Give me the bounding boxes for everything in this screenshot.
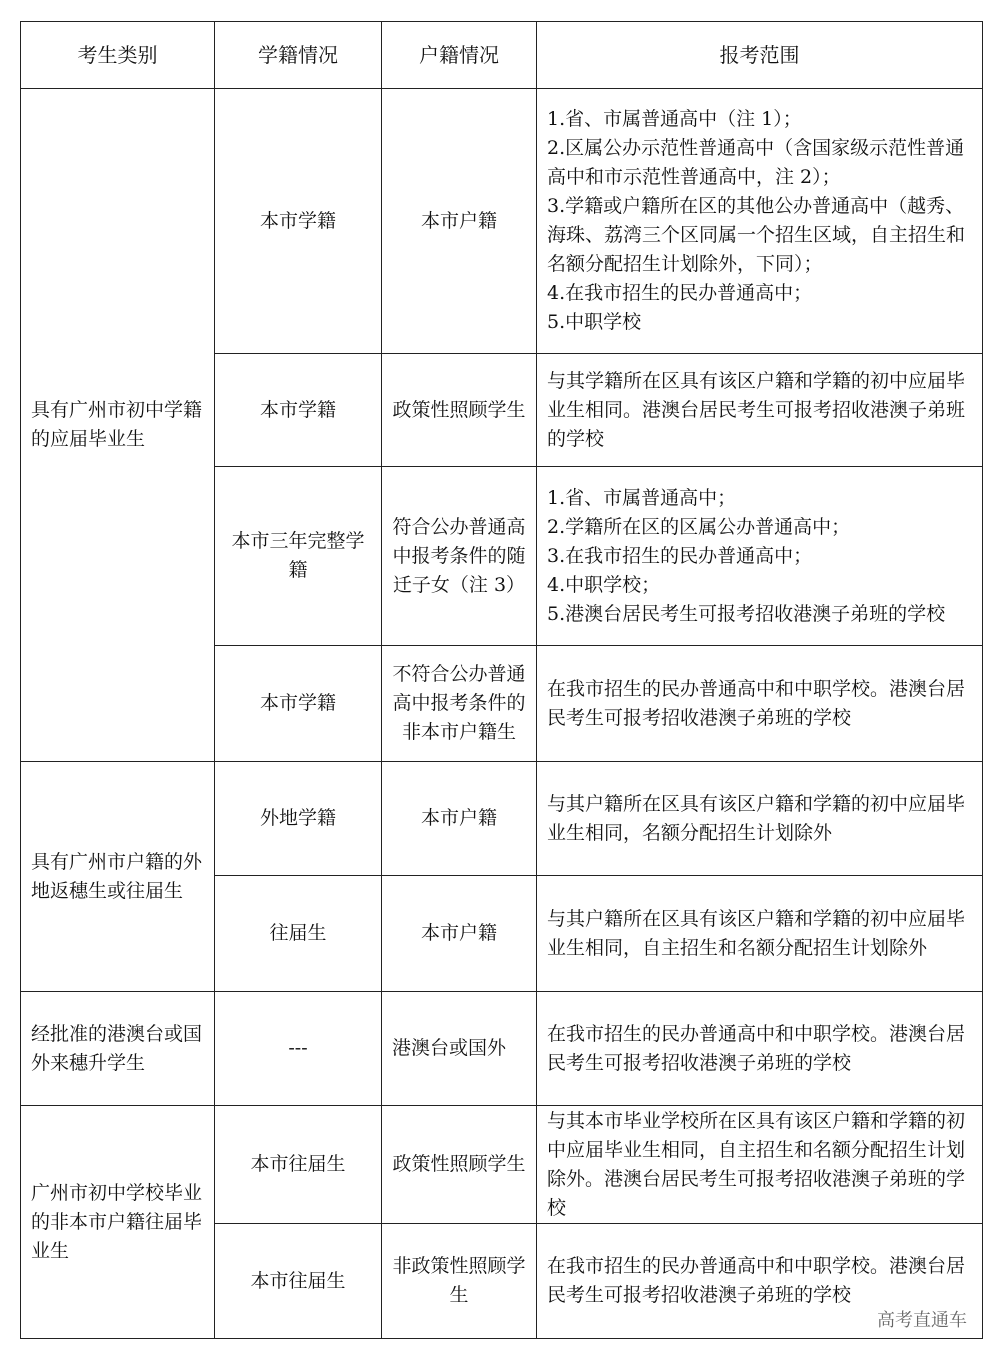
scope-item: 1.省、市属普通高中（注 1）； xyxy=(547,108,802,130)
scope-cell xyxy=(537,876,983,992)
header-school-registration: 学籍情况 xyxy=(215,22,382,89)
category-cell: 经批准的港澳台或国外来穗升学生 xyxy=(21,992,215,1106)
category-cell: 具有广州市初中学籍的应届毕业生 xyxy=(21,89,215,762)
xueji-cell: 外地学籍 xyxy=(215,762,382,876)
xueji-cell: 本市学籍 xyxy=(215,646,382,762)
scope-item: 在我市招生的民办普通高中和中职学校。港澳台居民考生可报考招收港澳子弟班的学校 xyxy=(547,677,966,729)
scope-item: 与其户籍所在区具有该区户籍和学籍的初中应届毕业生相同，自主招生和名额分配招生计划除外 xyxy=(547,907,966,959)
watermark-text: 高考直通车 xyxy=(875,1306,969,1332)
scope-cell xyxy=(537,762,983,876)
scope-item: 与其本市毕业学校所在区具有该区户籍和学籍的初中应届毕业生相同，自主招生和名额分配招生计划除外。港澳台居民考生可报考招收港澳子弟班的学校 xyxy=(547,1109,966,1219)
table-header-row xyxy=(21,22,983,89)
header-candidate-category: 考生类别 xyxy=(21,22,215,89)
scope-item: 1.省、市属普通高中； xyxy=(547,486,737,509)
table-row xyxy=(21,1106,983,1224)
scope-item: 在我市招生的民办普通高中和中职学校。港澳台居民考生可报考招收港澳子弟班的学校 xyxy=(547,1022,966,1074)
xueji-cell: 本市往届生 xyxy=(215,1224,382,1339)
header-household-registration: 户籍情况 xyxy=(382,22,537,89)
scope-cell xyxy=(537,992,983,1106)
xueji-cell: 本市学籍 xyxy=(215,354,382,467)
scope-item: 5.港澳台居民考生可报考招收港澳子弟班的学校 xyxy=(547,602,946,625)
scope-item: 5.中职学校 xyxy=(547,311,642,333)
scope-item: 2.学籍所在区的区属公办普通高中； xyxy=(547,515,851,538)
category-cell: 广州市初中学校毕业的非本市户籍往届毕业生 xyxy=(21,1106,215,1339)
scope-cell xyxy=(537,467,983,646)
scope-cell xyxy=(537,1106,983,1224)
scope-item: 3.在我市招生的民办普通高中； xyxy=(547,544,813,567)
huji-cell: 政策性照顾学生 xyxy=(382,1106,537,1224)
scope-item: 与其户籍所在区具有该区户籍和学籍的初中应届毕业生相同，名额分配招生计划除外 xyxy=(547,792,966,844)
xueji-cell: 本市往届生 xyxy=(215,1106,382,1224)
scope-item: 4.在我市招生的民办普通高中； xyxy=(547,282,813,304)
scope-cell xyxy=(537,646,983,762)
xueji-cell: 本市学籍 xyxy=(215,89,382,354)
huji-cell: 本市户籍 xyxy=(382,89,537,354)
huji-cell: 政策性照顾学生 xyxy=(382,354,537,467)
table-row xyxy=(21,89,983,354)
scope-cell xyxy=(537,354,983,467)
huji-cell: 不符合公办普通高中报考条件的非本市户籍生 xyxy=(382,646,537,762)
xueji-cell: 本市三年完整学籍 xyxy=(215,467,382,646)
header-application-scope: 报考范围 xyxy=(537,22,983,89)
huji-cell: 本市户籍 xyxy=(382,762,537,876)
scope-item: 3.学籍或户籍所在区的其他公办普通高中（越秀、海珠、荔湾三个区同属一个招生区域，自主招生和名额分配招生计划除外，下同）； xyxy=(547,195,966,275)
table-row xyxy=(21,762,983,876)
category-cell: 具有广州市户籍的外地返穗生或往届生 xyxy=(21,762,215,992)
xueji-cell: --- xyxy=(215,992,382,1106)
huji-cell: 港澳台或国外 xyxy=(382,992,537,1106)
scope-item: 4.中职学校； xyxy=(547,573,661,596)
scope-item: 在我市招生的民办普通高中和中职学校。港澳台居民考生可报考招收港澳子弟班的学校 xyxy=(547,1255,966,1306)
scope-item: 与其学籍所在区具有该区户籍和学籍的初中应届毕业生相同。港澳台居民考生可报考招收港澳子弟班的学校 xyxy=(547,369,966,450)
table-row xyxy=(21,992,983,1106)
xueji-cell: 往届生 xyxy=(215,876,382,992)
huji-cell: 非政策性照顾学生 xyxy=(382,1224,537,1339)
scope-cell xyxy=(537,89,983,354)
scope-item: 2.区属公办示范性普通高中（含国家级示范性普通高中和市示范性普通高中，注 2）； xyxy=(547,137,965,188)
admission-scope-table xyxy=(20,21,983,1339)
huji-cell: 符合公办普通高中报考条件的随迁子女（注 3） xyxy=(382,467,537,646)
huji-cell: 本市户籍 xyxy=(382,876,537,992)
